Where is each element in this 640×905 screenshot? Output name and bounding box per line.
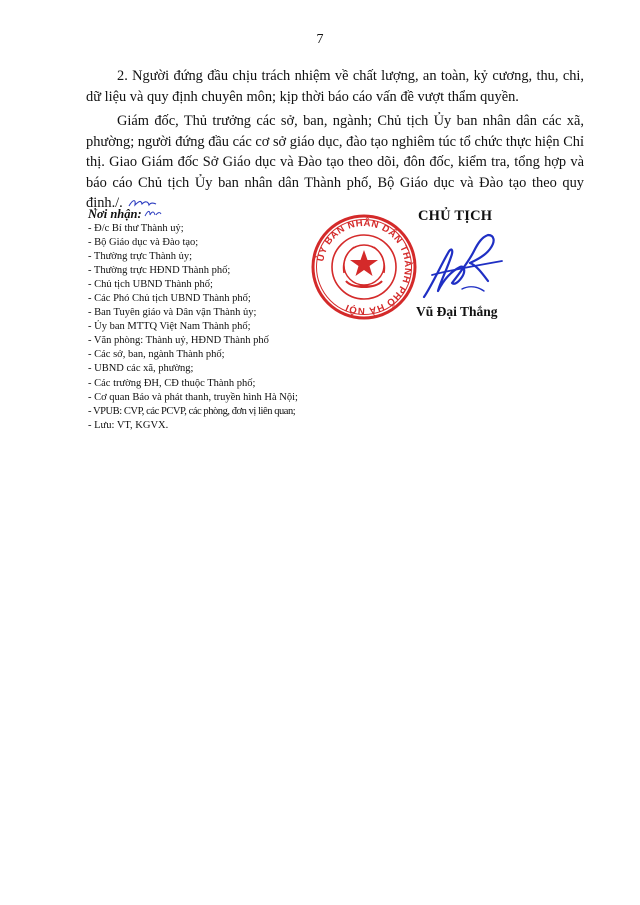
recipient-item: - Các Phó Chủ tịch UBND Thành phố; xyxy=(88,293,251,305)
recipient-item: - VPUB: CVP, các PCVP, các phòng, đơn vị liên quan; xyxy=(88,405,296,417)
seal-text: ỦY BAN NHÂN DÂN THÀNH PHỐ HÀ NỘI xyxy=(315,217,414,317)
recipient-item: - UBND các xã, phường; xyxy=(88,363,194,375)
paragraph-2 xyxy=(86,111,584,214)
paragraph-1-text: 2. Người đứng đầu chịu trách nhiệm về chất lượng, an toàn, kỷ cương, thu, chi, dữ liệu và quy định chuyên môn; kịp thời báo cáo vấn đề vượt thẩm quyền. xyxy=(86,68,584,105)
recipient-item: - Lưu: VT, KGVX. xyxy=(88,419,169,431)
body-text xyxy=(86,66,584,218)
signer-name: Vũ Đại Thắng xyxy=(416,304,498,319)
paragraph-1 xyxy=(86,66,584,107)
page-number: 7 xyxy=(316,32,324,47)
recipient-item: - Chủ tịch UBND Thành phố; xyxy=(88,279,213,291)
signer-title: CHỦ TỊCH xyxy=(418,208,493,224)
recipient-item: - Các trường ĐH, CĐ thuộc Thành phố; xyxy=(88,377,256,389)
recipient-item: - Thường trực HĐND Thành phố; xyxy=(88,265,231,277)
paragraph-2-text: Giám đốc, Thủ trưởng các sở, ban, ngành; Chủ tịch Ủy ban nhân dân các xã, phường; người đứng đầu các cơ sở giáo dục, đào tạo nghiêm túc tổ chức thực hiện Chỉ thị. Giao Giám đốc Sở Giáo dục và Đào tạo theo dõi, đôn đốc, kiểm tra, tổng hợp và báo cáo Chủ tịch Ủy ban nhân dân Thành phố, Bộ Giáo dục và Đào tạo theo quy định./. xyxy=(86,113,584,211)
recipients-title-text: Nơi nhận: xyxy=(88,207,142,221)
recipients-list xyxy=(88,207,338,433)
recipient-item: - Đ/c Bí thư Thành uỷ; xyxy=(88,223,184,234)
recipient-item: - Bộ Giáo dục và Đào tạo; xyxy=(88,237,199,249)
recipient-item: - Các sở, ban, ngành Thành phố; xyxy=(88,349,225,361)
official-seal-icon xyxy=(310,213,418,321)
recipient-item: - Thường trực Thành ủy; xyxy=(88,251,193,263)
recipient-item: - Ban Tuyên giáo và Dân vận Thành ủy; xyxy=(88,307,257,319)
initial-mark-icon xyxy=(144,207,162,219)
recipients-title xyxy=(88,207,338,222)
signature-block xyxy=(310,205,560,335)
handwritten-signature-icon xyxy=(418,227,508,305)
recipient-item: - Ủy ban MTTQ Việt Nam Thành phố; xyxy=(88,321,251,333)
recipient-item: - Cơ quan Báo và phát thanh, truyền hình Hà Nội; xyxy=(88,391,298,403)
recipient-item: - Văn phòng: Thành uỷ, HĐND Thành phố xyxy=(88,335,269,347)
